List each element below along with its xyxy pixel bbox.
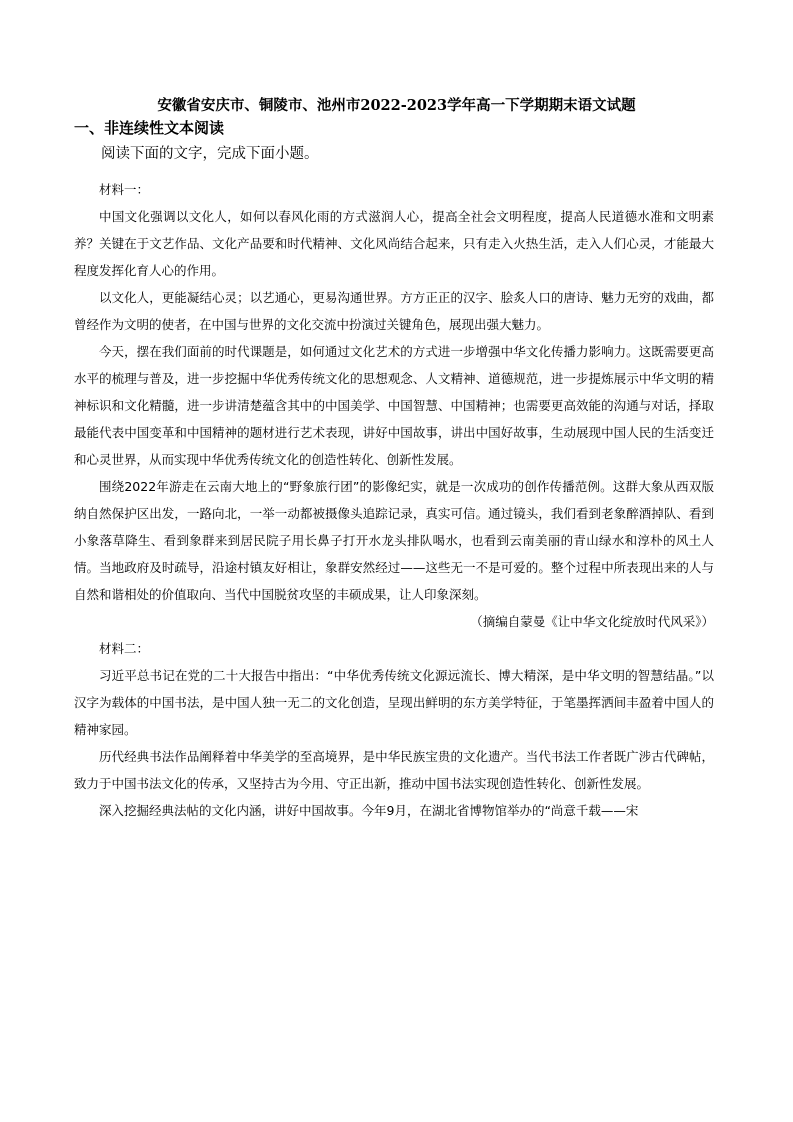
material-one-citation: （摘编自蒙曼《让中华文化绽放时代风采》） — [470, 614, 714, 629]
section-heading: 一、非连续性文本阅读 — [74, 119, 225, 137]
material-two-label: 材料二： — [99, 641, 150, 656]
document-body — [74, 176, 714, 824]
material-two-paragraph: 习近平总书记在党的二十大报告中指出：“中华优秀传统文化源远流长、博大精深，是中华文明的智慧结晶。”以汉字为载体的中国书法，是中国人独一无二的文化创造，呈现出鲜明的东方美学特征，于笔墨挥洒间丰盈着中国人的精神家园。 — [74, 668, 714, 737]
material-one-paragraph: 以文化人，更能凝结心灵；以艺通心，更易沟通世界。方方正正的汉字、脍炙人口的唐诗、魅力无穷的戏曲，都曾经作为文明的使者，在中国与世界的文化交流中扮演过关键角色，展现出强大魅力。 — [74, 290, 714, 332]
material-two-paragraph: 历代经典书法作品阐释着中华美学的至高境界，是中华民族宝贵的文化遗产。当代书法工作者既广涉古代碑帖，致力于中国书法文化的传承，又坚持古为今用、守正出新，推动中国书法实现创造性转化、创新性发展。 — [74, 749, 714, 791]
material-one-paragraph: 中国文化强调以文化人，如何以春风化雨的方式滋润人心，提高全社会文明程度，提高人民道德水准和文明素养？关键在于文艺作品、文化产品要和时代精神、文化风尚结合起来，只有走入火热生活，走入人们心灵，才能最大程度发挥化育人心的作用。 — [74, 209, 714, 278]
material-one-label: 材料一： — [99, 182, 150, 197]
material-one-paragraph: 今天，摆在我们面前的时代课题是，如何通过文化艺术的方式进一步增强中华文化传播力影响力。这既需要更高水平的梳理与普及，进一步挖掘中华优秀传统文化的思想观念、人文精神、道德规范，进一步提炼展示中华文明的精神标识和文化精髓，进一步讲清楚蕴含其中的中国美学、中国智慧、中国精神；也需要更高效能的沟通与对话，择取最能代表中国变革和中国精神的题材进行艺术表现，讲好中国故事，讲出中国好故事，生动展现中国人民的生活变迁和心灵世界，从而实现中华优秀传统文化的创造性转化、创新性发展。 — [74, 344, 714, 467]
document-title: 安徽省安庆市、铜陵市、池州市2022-2023学年高一下学期期末语文试题 — [157, 97, 636, 114]
reading-instruction: 阅读下面的文字，完成下面小题。 — [101, 146, 319, 162]
material-two-paragraph: 深入挖掘经典法帖的文化内涵，讲好中国故事。今年9月，在湖北省博物馆举办的“尚意千载——宋 — [99, 803, 639, 818]
material-one-paragraph: 围绕2022年游走在云南大地上的“野象旅行团”的影像纪实，就是一次成功的创作传播范例。这群大象从西双版纳自然保护区出发，一路向北，一举一动都被摄像头追踪记录，真实可信。通过镜头，我们看到老象醉酒掉队、看到小象落草降生、看到象群来到居民院子用长鼻子打开水龙头排队喝水，也看到云南美丽的青山绿水和淳朴的风土人情。当地政府及时疏导，沿途村镇友好相让，象群安然经过——这些无一不是可爱的。整个过程中所表现出来的人与自然和谐相处的价值取向、当代中国脱贫攻坚的丰硕成果，让人印象深刻。 — [74, 479, 714, 602]
